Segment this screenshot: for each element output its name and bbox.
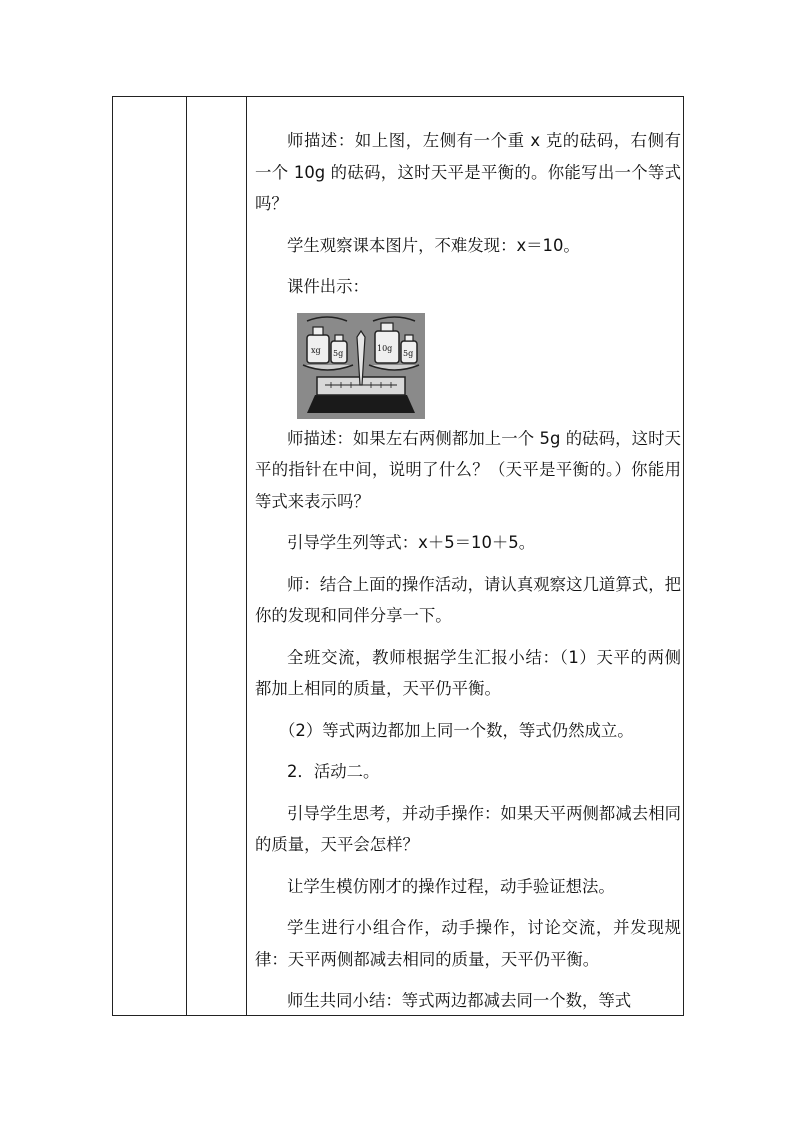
paragraph: 课件出示：	[287, 277, 369, 296]
weight-label-xg: xg	[311, 345, 321, 355]
paragraph: 全班交流，教师根据学生汇报小结：（1）天平的两侧都加上相同的质量，天平仍平衡。	[255, 647, 681, 698]
paragraph: （2）等式两边都加上同一个数，等式仍然成立。	[279, 720, 634, 740]
paragraph: 学生进行小组合作，动手操作，讨论交流，并发现规律：天平两侧都减去相同的质量，天平仍平衡。	[255, 918, 681, 969]
paragraph: 2．活动二。	[287, 762, 380, 781]
paragraph: 师描述：如上图，左侧有一个重 x 克的砝码，右侧有一个 10g 的砝码，这时天平是平衡的。你能写出一个等式吗？	[255, 131, 681, 213]
paragraph: 学生观察课本图片，不难发现：x＝10。	[287, 235, 580, 255]
lesson-content-cell	[255, 125, 681, 1027]
paragraph: 引导学生思考，并动手操作：如果天平两侧都减去相同的质量，天平会怎样？	[255, 803, 681, 854]
paragraph: 师生共同小结：等式两边都减去同一个数，等式	[287, 991, 632, 1010]
weight-label-10g: 10g	[377, 343, 393, 353]
table-column-divider-1	[186, 97, 187, 1015]
paragraph: 师：结合上面的操作活动，请认真观察这几道算式，把你的发现和同伴分享一下。	[255, 574, 681, 625]
balance-scale-figure	[297, 313, 425, 419]
weight-label-5g-right: 5g	[403, 348, 414, 358]
paragraph: 引导学生列等式：x＋5＝10＋5。	[287, 533, 536, 552]
balance-scale-drawing	[297, 313, 425, 419]
paragraph: 师描述：如果左右两侧都加上一个 5g 的砝码，这时天平的指针在中间，说明了什么？（天平是平衡的。）你能用等式来表示吗？	[255, 428, 681, 511]
paragraph: 让学生模仿刚才的操作过程，动手验证想法。	[287, 876, 615, 896]
table-column-divider-2	[246, 97, 247, 1015]
lesson-table	[112, 96, 684, 1016]
weight-label-5g-left: 5g	[333, 348, 344, 358]
